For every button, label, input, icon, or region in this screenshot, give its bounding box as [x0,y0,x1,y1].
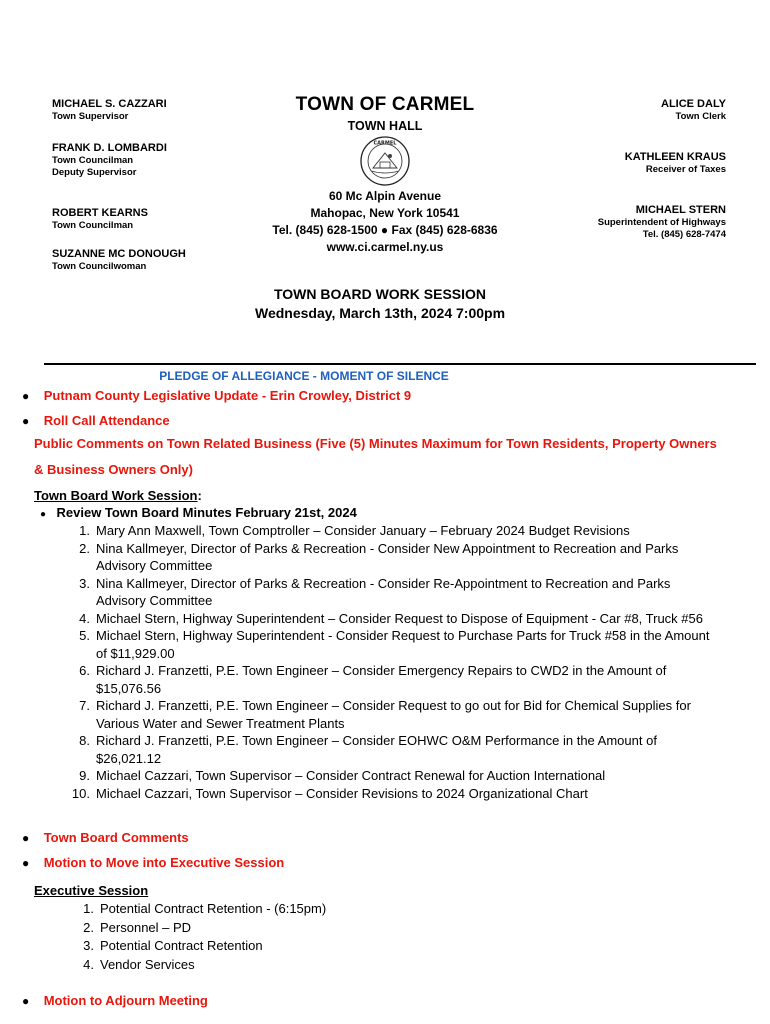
list-item: 2. Personnel – PD [83,919,192,935]
session-title-block [180,285,580,323]
agenda-bullet-comments [22,829,189,847]
agenda-bullet-adjourn [22,992,208,1010]
official-receiver [625,151,726,176]
roll-call: Roll Call Attendance [43,413,170,428]
bullet-icon: ● [22,389,30,403]
motion-adjourn: Motion to Adjourn Meeting [43,993,208,1008]
list-item: 9. Michael Cazzari, Town Supervisor – Consider Contract Renewal for Auction International [79,768,606,783]
official-title: Deputy Supervisor [52,167,137,178]
list-item: 7. Richard J. Franzetti, P.E. Town Engineer – Consider Request to go out for Bid for Chemical Supplies for Various Water and Sewer Treatment Plants [79,698,691,731]
official-title: Town Councilwoman [52,261,147,272]
list-item: 2. Nina Kallmeyer, Director of Parks & Recreation - Consider New Appointment to Recreation and Parks Advisory Committee [79,540,679,573]
official-name: FRANK D. LOMBARDI [52,142,167,154]
agenda-bullet-1 [22,387,411,405]
official-title: Town Councilman [52,220,134,231]
list-item: 5. Michael Stern, Highway Superintendent - Consider Request to Purchase Parts for Truck #58 in the Amount of $11,929.00 [79,628,710,661]
official-councilwoman [52,248,186,273]
address: 60 Mc Alpin Avenue [328,189,442,203]
official-name: ALICE DALY [661,98,726,110]
public-comments-line-2: & Business Owners Only) [34,462,193,477]
town-title: TOWN OF CARMEL [295,94,475,115]
bullet-icon: ● [22,831,30,845]
city: Mahopac, New York 10541 [310,206,460,220]
official-title: Town Councilman [52,155,134,166]
motion-executive-session: Motion to Move into Executive Session [43,855,285,870]
work-session-heading: Town Board Work Session [34,488,198,503]
list-item: 8. Richard J. Franzetti, P.E. Town Engineer – Consider EOHWC O&M Performance in the Amount of $26,021.12 [79,733,657,766]
town-seal-icon [359,135,411,187]
town-board-comments: Town Board Comments [43,830,189,845]
town-hall: TOWN HALL [347,119,423,133]
town-address-block [240,188,530,256]
official-highways [598,204,726,241]
official-supervisor [52,98,167,123]
website-link[interactable]: www.ci.carmel.ny.us [326,240,444,254]
bullet-icon: ● [22,414,30,428]
heading-colon: : [197,488,202,503]
public-comments-line-1: Public Comments on Town Related Business (Five (5) Minutes Maximum for Town Residents, Property Owners [34,436,717,451]
official-title: Town Clerk [675,111,726,122]
list-item: 1. Mary Ann Maxwell, Town Comptroller – Consider January – February 2024 Budget Revisions [79,523,630,538]
phone-fax: Tel. (845) 628-1500 ● Fax (845) 628-6836 [272,223,498,237]
list-item: 1. Potential Contract Retention - (6:15pm) [83,901,327,916]
official-title: Superintendent of Highways [597,217,726,228]
executive-session-heading: Executive Session [34,883,149,898]
executive-session-list [83,900,500,974]
list-item: 10. Michael Cazzari, Town Supervisor – Consider Revisions to 2024 Organizational Chart [71,785,588,801]
session-date: Wednesday, March 13th, 2024 7:00pm [254,305,506,321]
divider [44,363,756,365]
official-title: Receiver of Taxes [645,164,726,175]
bullet-icon: ● [22,856,30,870]
seal-text: CARMEL [373,140,397,147]
official-councilman-kearns [52,207,148,232]
official-name: KATHLEEN KRAUS [624,151,726,163]
list-item: 6. Richard J. Franzetti, P.E. Town Engineer – Consider Emergency Repairs to CWD2 in the Amount of $15,076.56 [79,663,667,696]
work-session-list [71,522,756,802]
legislative-update: Putnam County Legislative Update - Erin Crowley, District 9 [43,388,412,403]
minutes-review-item [40,504,357,522]
list-item: 3. Potential Contract Retention [83,938,263,953]
list-item: 3. Nina Kallmeyer, Director of Parks & Recreation - Consider Re-Appointment to Recreation and Parks Advisory Committee [79,575,671,608]
minutes-review: Review Town Board Minutes February 21st, 2024 [56,505,357,520]
agenda-bullet-2 [22,412,170,430]
official-name: MICHAEL S. CAZZARI [52,98,167,110]
official-name: SUZANNE MC DONOUGH [52,248,186,260]
official-name: ROBERT KEARNS [52,207,148,219]
list-item: 4. Vendor Services [83,956,195,972]
work-session-heading-block [34,487,202,505]
official-clerk [661,98,726,123]
official-councilman-lombardi [52,142,167,179]
official-title: Tel. (845) 628-7474 [642,229,726,240]
agenda-bullet-executive [22,854,284,872]
official-name: MICHAEL STERN [635,204,726,216]
session-title: TOWN BOARD WORK SESSION [273,286,487,302]
official-title: Town Supervisor [52,111,129,122]
list-item: 4. Michael Stern, Highway Superintendent – Consider Request to Dispose of Equipment - Car #8, Truck #56 [79,610,703,626]
pledge-heading: PLEDGE OF ALLEGIANCE - MOMENT OF SILENCE [159,369,449,383]
town-header [250,94,520,133]
bullet-icon: ● [22,994,30,1008]
bullet-icon: ● [40,509,47,520]
